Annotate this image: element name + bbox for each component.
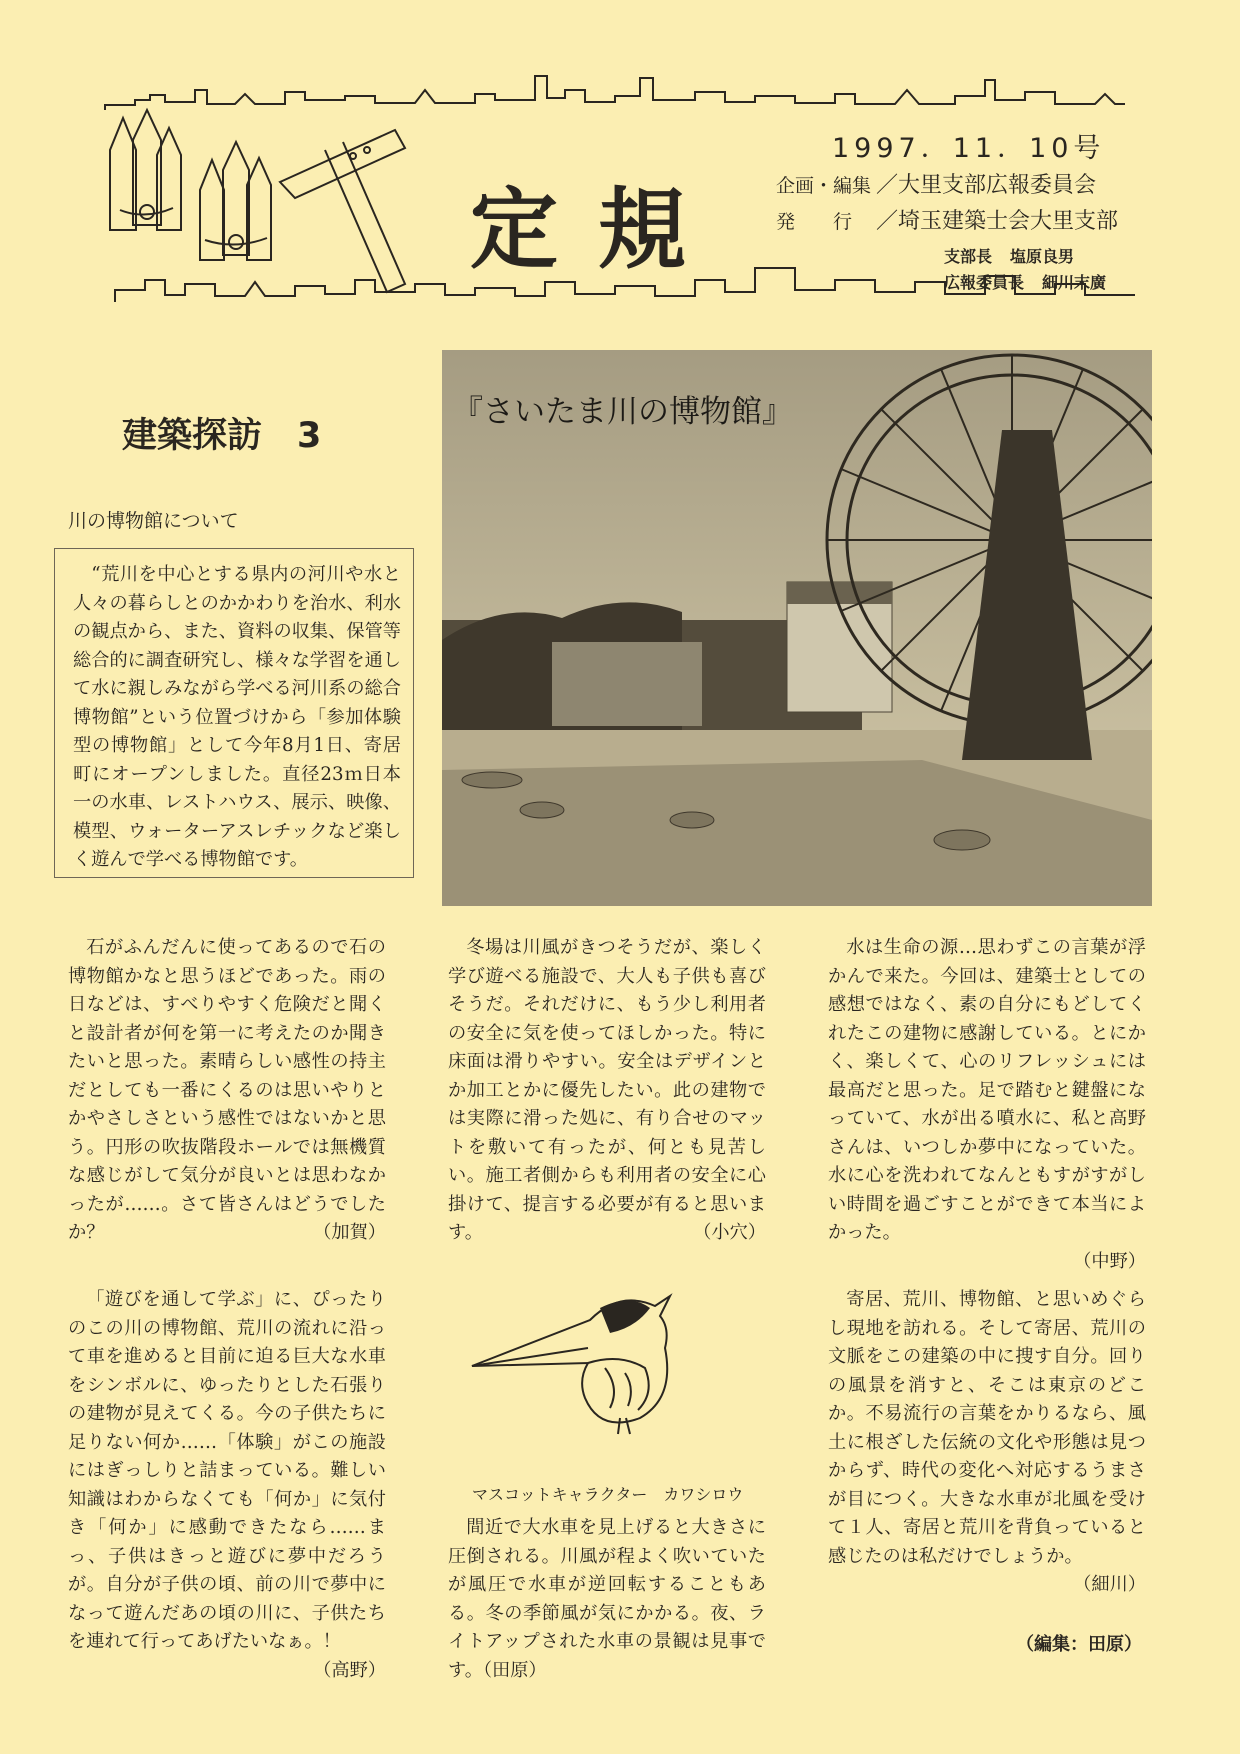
article-hosokawa-text: 寄居、荒川、博物館、と思いめぐらし現地を訪れる。そして寄居、荒川の文脈をこの建築の中に捜す自分。回りの風景を消すと、そこは東京のどこか。不易流行の言葉をかりるなら、風土に根ざした伝統の文化や形態は見つからず、時代の変化へ対応するうまさが目につく。大きな水車が北風を受けて１人、寄居と荒川を背負っていると感じたのは私だけでしょうか。 [828, 1289, 1146, 1567]
article-oana-text: 冬場は川風がきつそうだが、楽しく学び遊べる施設で、大人も子供も喜びそうだ。それだけに、もう少し利用者の安全に気を使ってほしかった。特に床面は滑りやすい。安全はデザインとか加工とかに優先したい。此の建物では実際に滑った処に、有り合せのマットを敷いて有ったが、何とも見苦しい。施工者側からも利用者の安全に心掛けて、提言する必要が有ると思います。 [448, 937, 766, 1243]
article-hosokawa-author: （細川） [1073, 1574, 1146, 1595]
issue-number: 1997．11．10号 [832, 133, 1106, 164]
photo-caption: 『さいたま川の博物館』 [452, 394, 793, 430]
article-oana [448, 934, 766, 1248]
staff-branch-chief-label: 支部長 [944, 247, 993, 266]
sub-heading: 川の博物館について [68, 510, 239, 532]
staff-pr-chief-name: 細川末廣 [1042, 273, 1107, 292]
staff-branch-chief-name: 塩原良男 [1010, 247, 1075, 266]
article-oana-author: （小穴） [693, 1222, 766, 1243]
article-kaga-author: （加賀） [313, 1222, 386, 1243]
article-nakano-text: 水は生命の源…思わずこの言葉が浮かんで来た。今回は、建築士としての感想ではなく、素の自分にもどしてくれたこの建物に感謝している。とにかく、楽しくて、心のリフレッシュには最高だと思った。足で踏むと鍵盤になっていて、水が出る噴水に、私と高野さんは、いつしか夢中になっていた。水に心を洗われてなんともすがすがしい時間を過ごすことができて本当によかった。 [828, 937, 1146, 1243]
section-heading: 建築探訪 3 [122, 416, 322, 456]
credit-editor [776, 168, 1096, 199]
intro-text: “荒川を中心とする県内の河川や水と人々の暮らしとのかかわりを治水、利水の観点から、また、資料の収集、保管等総合的に調査研究し、様々な学習を通して水に親しみながら学べる河川系の総合博物館”という位置づけから「参加体験型の博物館」として今年8月1日、寄居町にオープンしました。直径23ｍ日本一の水車、レストハウス、展示、映像、模型、ウォーターアスレチックなど楽しく遊んで学べる博物館です。 [73, 564, 401, 870]
mascot-caption: マスコットキャラクター カワシロウ [472, 1485, 744, 1504]
museum-photo [442, 350, 1152, 906]
article-kaga-text: 石がふんだんに使ってあるので石の博物館かなと思うほどであった。雨の日などは、すべりやすく危険だと聞くと設計者が何を第一に考えたのか聞きたいと思った。素晴らしい感性の持主だとしても一番にくるのは思いやりとかやさしさという感性ではないかと思う。円形の吹抜階段ホールでは無機質な感じがして気分が良いとは思わなかったが……。さて皆さんはどうでしたか？ [68, 937, 386, 1243]
article-tahara-text: 間近で大水車を見上げると大きさに圧倒される。川風が程よく吹いていたが風圧で水車が逆回転することもある。冬の季節風が気にかかる。夜、ライトアップされた水車の景観は見事です。（田原） [448, 1517, 766, 1681]
staff-pr-chief-label: 広報委員長 [944, 273, 1025, 292]
staff-pr-chief [944, 270, 1106, 293]
credit-publisher-value: ／埼玉建築士会大里支部 [876, 209, 1119, 234]
article-hosokawa [828, 1286, 1146, 1600]
intro-box [54, 548, 414, 878]
credit-editor-value: ／大里支部広報委員会 [876, 173, 1097, 198]
staff-branch-chief [944, 244, 1074, 267]
kingfisher-mascot-illustration [470, 1268, 690, 1438]
article-nakano-author: （中野） [1073, 1250, 1146, 1272]
editor-credit: （編集：田原） [1016, 1634, 1142, 1655]
newsletter-title: 定規 [470, 178, 727, 281]
credit-publisher [776, 204, 1118, 235]
credit-editor-label: 企画・編集 [776, 175, 872, 197]
article-takano-author: （高野） [313, 1659, 386, 1681]
article-takano-text: 「遊びを通して学ぶ」に、ぴったりのこの川の博物館、荒川の流れに沿って車を進めると目前に迫る巨大な水車をシンボルに、ゆったりとした石張りの建物が見えてくる。今の子供たちに足りない何か……「体験」がこの施設にはぎっしりと詰まっている。難しい知識はわからなくても「何か」に気付き「何か」に感動できたなら……まっ、子供はきっと遊びに夢中だろうが。自分が子供の頃、前の川で夢中になって遊んだあの頃の川に、子供たちを連れて行ってあげたいなぁ。！ [68, 1289, 386, 1652]
article-tahara [448, 1514, 766, 1685]
credit-publisher-label: 発 行 [776, 211, 853, 233]
article-nakano [828, 934, 1146, 1276]
article-kaga [68, 934, 386, 1248]
article-takano [68, 1286, 386, 1685]
